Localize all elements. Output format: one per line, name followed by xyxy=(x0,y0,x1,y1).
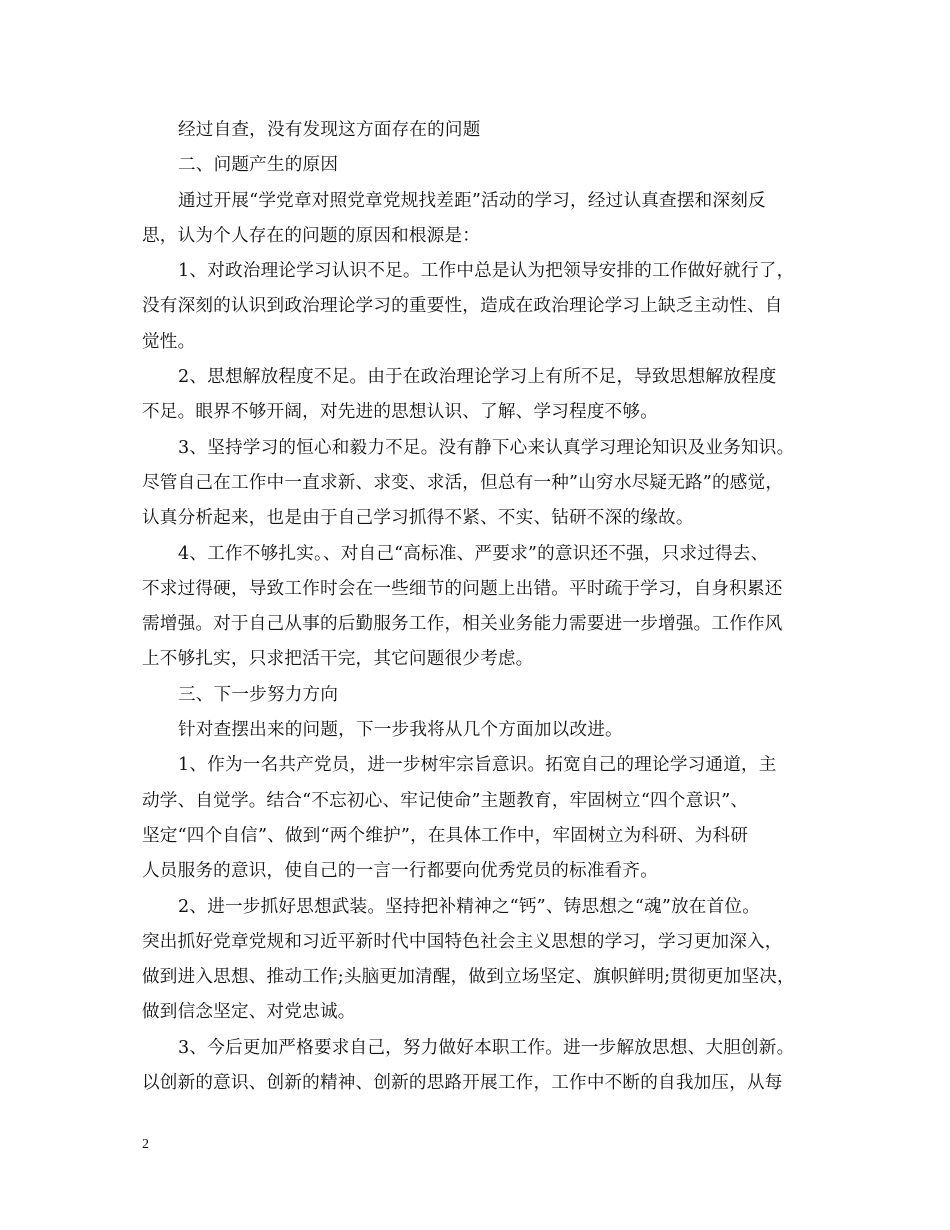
text-line: 动学、自觉学。结合“不忘初心、牢记使命”主题教育，牢固树立“四个意识”、 xyxy=(142,790,749,811)
text-line: 不足。眼界不够开阔，对先进的思想认识、了解、学习程度不够。 xyxy=(142,402,659,423)
text-line: 做到信念坚定、对党忠诚。 xyxy=(142,1002,356,1023)
text-line: 做到进入思想、推动工作;头脑更加清醒，做到立场坚定、旗帜鲜明;贯彻更加坚决， xyxy=(142,967,795,988)
text-line: 坚定“四个自信”、做到“两个维护”，在具体工作中，牢固树立为科研、为科研 xyxy=(142,825,749,846)
text-line: 思，认为个人存在的问题的原因和根源是： xyxy=(142,225,481,246)
text-line: 觉性。 xyxy=(142,331,196,352)
text-line: 通过开展“学党章对照党章党规找差距”活动的学习，经过认真查摆和深刻反 xyxy=(178,190,766,211)
document-body xyxy=(142,113,808,1101)
text-line: 针对查摆出来的问题，下一步我将从几个方面加以改进。 xyxy=(178,720,623,741)
text-line: 突出抓好党章党规和习近平新时代中国特色社会主义思想的学习，学习更加深入， xyxy=(142,931,783,952)
text-line: 1、对政治理论学习认识不足。工作中总是认为把领导安排的工作做好就行了， xyxy=(178,261,795,282)
text-line: 三、下一步努力方向 xyxy=(178,684,339,705)
text-line: 1、作为一名共产党员，进一步树牢宗旨意识。拓宽自己的理论学习通道，主 xyxy=(178,755,777,776)
page-number: 2 xyxy=(142,1137,149,1152)
text-line: 3、坚持学习的恒心和毅力不足。没有静下心来认真学习理论知识及业务知识。 xyxy=(178,437,795,458)
text-line: 没有深刻的认识到政治理论学习的重要性，造成在政治理论学习上缺乏主动性、自 xyxy=(142,296,783,317)
text-line: 需增强。对于自己从事的后勤服务工作，相关业务能力需要进一步增强。工作作风 xyxy=(142,614,783,635)
text-line: 2、思想解放程度不足。由于在政治理论学习上有所不足，导致思想解放程度 xyxy=(178,367,777,388)
text-line: 上不够扎实，只求把活干完，其它问题很少考虑。 xyxy=(142,649,534,670)
text-line: 4、工作不够扎实。、对自己“高标准、严要求”的意识还不强，只求过得去、 xyxy=(178,543,769,564)
text-line: 2、进一步抓好思想武装。坚持把补精神之“钙”、铸思想之“魂”放在首位。 xyxy=(178,896,760,917)
text-line: 经过自查，没有发现这方面存在的问题 xyxy=(178,120,481,140)
text-line: 尽管自己在工作中一直求新、求变、求活，但总有一种”山穷水尽疑无路”的感觉， xyxy=(142,472,784,493)
text-line: 不求过得硬，导致工作时会在一些细节的问题上出错。平时疏于学习，自身积累还 xyxy=(142,578,783,599)
text-line: 认真分析起来，也是由于自己学习抓得不紧、不实、钻研不深的缘故。 xyxy=(142,508,694,529)
text-line: 二、问题产生的原因 xyxy=(178,155,339,176)
text-line: 以创新的意识、创新的精神、创新的思路开展工作，工作中不断的自我加压，从每 xyxy=(142,1073,783,1094)
text-line: 3、今后更加严格要求自己，努力做好本职工作。进一步解放思想、大胆创新。 xyxy=(178,1037,795,1058)
text-line: 人员服务的意识，使自己的一言一行都要向优秀党员的标准看齐。 xyxy=(142,861,659,882)
